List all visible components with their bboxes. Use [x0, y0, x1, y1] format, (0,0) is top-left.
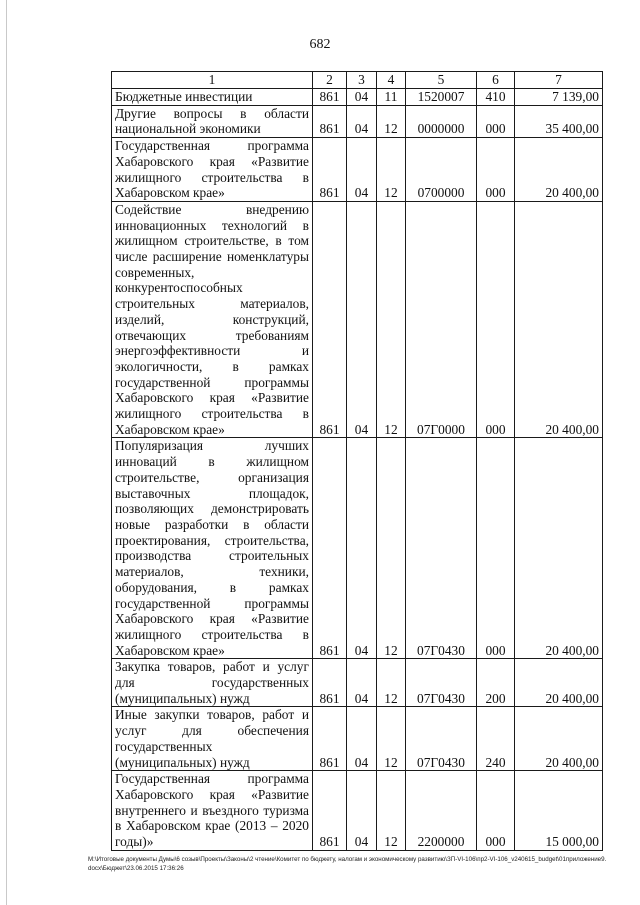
row-name-cell: Популяризация лучших инноваций в жилищном строительстве, организация выставочных площадок, позволяющих демонстрировать новые разработки в области проектирования, строительства, производства строительных материалов, техники, оборудования, в рамках государственной программы Хабаровского края «Развитие жилищного строительства в Хабаровском крае» [112, 438, 313, 659]
row-amount-cell: 20 400,00 [515, 138, 603, 202]
row-type-cell: 410 [477, 89, 515, 106]
table-row [112, 771, 603, 851]
row-amount-cell: 20 400,00 [515, 201, 603, 438]
row-subsection-cell: 12 [377, 201, 406, 438]
table-row [112, 201, 603, 438]
row-section-cell: 04 [347, 659, 377, 707]
row-target-cell: 0700000 [406, 138, 477, 202]
row-target-cell: 0000000 [406, 105, 477, 137]
row-code-cell: 861 [313, 138, 347, 202]
row-section-cell: 04 [347, 201, 377, 438]
row-name-cell: Содействие внедрению инновационных технологий в жилищном строительстве, в том числе расширение номенклатуры современных, конкурентоспособных строительных материалов, изделий, конструкций, отвечающих требованиям энергоэффективности и экологичности, в рамках государственной программы Хабаровского края «Развитие жилищного строительства в Хабаровском крае» [112, 201, 313, 438]
table-row [112, 438, 603, 659]
table-body [112, 72, 603, 851]
table-row [112, 138, 603, 202]
row-target-cell: 07Г0430 [406, 659, 477, 707]
row-subsection-cell: 12 [377, 771, 406, 851]
row-subsection-cell: 12 [377, 138, 406, 202]
file-path-footer: M:\Итоговые документы Думы\6 созыв\Проекты\Законы\2 чтение\Комитет по бюджету, налогам и экономическому развитию\ЗП-VI-106\пр2-VI-106_v240615_budget\01приложение9.docx\Бюджет\23.06.2015 17:36:26 [88, 856, 607, 872]
header-cell: 3 [347, 72, 377, 89]
table-row [112, 89, 603, 106]
header-cell: 4 [377, 72, 406, 89]
row-type-cell: 240 [477, 707, 515, 771]
row-code-cell: 861 [313, 771, 347, 851]
row-type-cell: 000 [477, 771, 515, 851]
row-code-cell: 861 [313, 438, 347, 659]
header-cell: 2 [313, 72, 347, 89]
row-amount-cell: 20 400,00 [515, 438, 603, 659]
row-target-cell: 2200000 [406, 771, 477, 851]
row-name-cell: Государственная программа Хабаровского края «Развитие внутреннего и въездного туризма в Хабаровском крае (2013 – 2020 годы)» [112, 771, 313, 851]
row-name-cell: Бюджетные инвестиции [112, 89, 313, 106]
header-cell: 6 [477, 72, 515, 89]
row-subsection-cell: 11 [377, 89, 406, 106]
budget-table [111, 71, 603, 851]
row-name-cell: Иные закупки товаров, работ и услуг для обеспечения государственных (муниципальных) нужд [112, 707, 313, 771]
row-section-cell: 04 [347, 138, 377, 202]
table-row [112, 707, 603, 771]
row-section-cell: 04 [347, 771, 377, 851]
row-type-cell: 000 [477, 438, 515, 659]
scan-edge-line [6, 0, 7, 905]
row-type-cell: 000 [477, 138, 515, 202]
row-target-cell: 07Г0000 [406, 201, 477, 438]
row-name-cell: Государственная программа Хабаровского края «Развитие жилищного строительства в Хабаровском крае» [112, 138, 313, 202]
header-cell: 7 [515, 72, 603, 89]
row-target-cell: 07Г0430 [406, 438, 477, 659]
row-amount-cell: 15 000,00 [515, 771, 603, 851]
row-amount-cell: 7 139,00 [515, 89, 603, 106]
row-amount-cell: 35 400,00 [515, 105, 603, 137]
row-amount-cell: 20 400,00 [515, 659, 603, 707]
row-name-cell: Другие вопросы в области национальной экономики [112, 105, 313, 137]
row-code-cell: 861 [313, 89, 347, 106]
row-type-cell: 200 [477, 659, 515, 707]
row-section-cell: 04 [347, 105, 377, 137]
table-header-row [112, 72, 603, 89]
row-type-cell: 000 [477, 201, 515, 438]
row-code-cell: 861 [313, 707, 347, 771]
header-cell: 1 [112, 72, 313, 89]
row-name-cell: Закупка товаров, работ и услуг для государственных (муниципальных) нужд [112, 659, 313, 707]
row-subsection-cell: 12 [377, 659, 406, 707]
row-subsection-cell: 12 [377, 707, 406, 771]
page-number: 682 [309, 37, 331, 52]
row-type-cell: 000 [477, 105, 515, 137]
row-code-cell: 861 [313, 201, 347, 438]
row-subsection-cell: 12 [377, 105, 406, 137]
row-section-cell: 04 [347, 438, 377, 659]
table-row [112, 105, 603, 137]
table-row [112, 659, 603, 707]
row-amount-cell: 20 400,00 [515, 707, 603, 771]
row-target-cell: 07Г0430 [406, 707, 477, 771]
row-code-cell: 861 [313, 659, 347, 707]
row-section-cell: 04 [347, 707, 377, 771]
row-section-cell: 04 [347, 89, 377, 106]
row-code-cell: 861 [313, 105, 347, 137]
row-target-cell: 1520007 [406, 89, 477, 106]
header-cell: 5 [406, 72, 477, 89]
row-subsection-cell: 12 [377, 438, 406, 659]
